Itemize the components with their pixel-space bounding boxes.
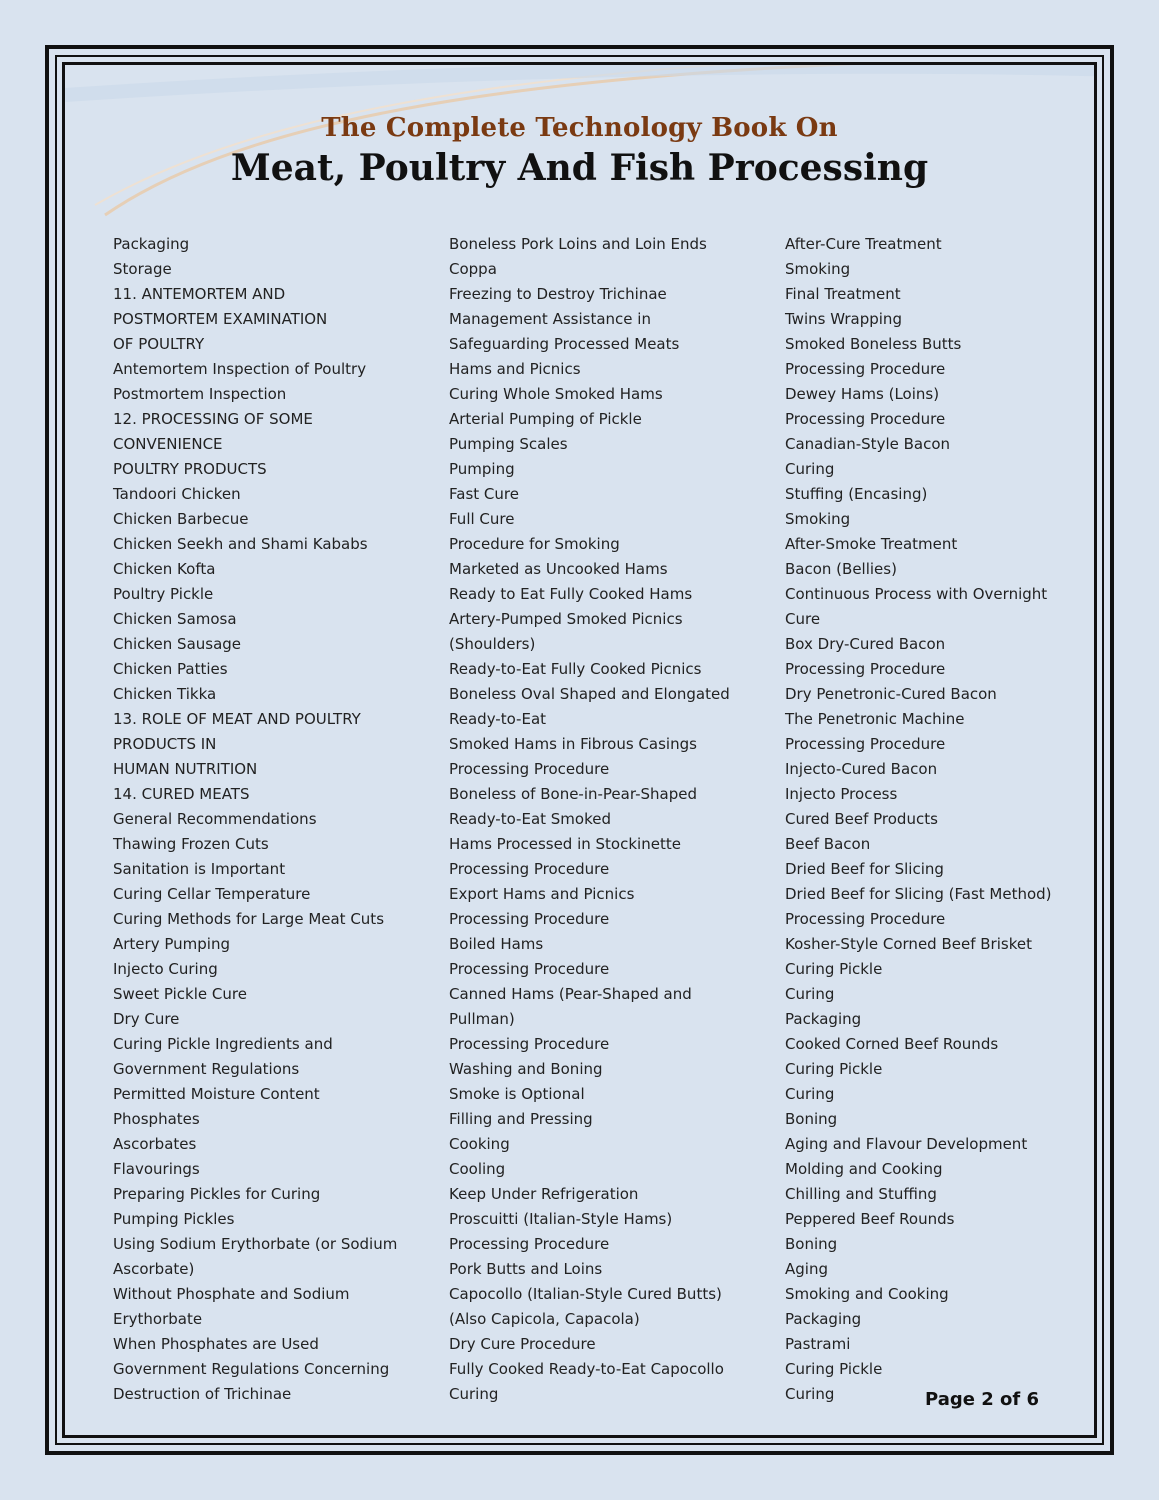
contents-entry: Fully Cooked Ready-to-Eat Capocollo (449, 1360, 724, 1378)
contents-entry: Cooking (449, 1135, 510, 1153)
contents-entry: Dewey Hams (Loins) (785, 385, 940, 403)
contents-entry: Processing Procedure (785, 735, 946, 753)
contents-entry: Packaging (785, 1310, 862, 1328)
contents-entry: Without Phosphate and Sodium (113, 1285, 350, 1303)
contents-entry: Smoke is Optional (449, 1085, 585, 1103)
contents-entry: 11. ANTEMORTEM AND (113, 285, 286, 303)
contents-entry: Marketed as Uncooked Hams (449, 560, 668, 578)
contents-entry: Government Regulations (113, 1060, 300, 1078)
contents-entry: Twins Wrapping (785, 310, 902, 328)
contents-entry: Capocollo (Italian-Style Cured Butts) (449, 1285, 722, 1303)
contents-entry: (Shoulders) (449, 635, 536, 653)
contents-entry: Curing Pickle (785, 960, 883, 978)
contents-entry: Aging (785, 1260, 828, 1278)
contents-entry: Government Regulations Concerning (113, 1360, 390, 1378)
contents-entry: Smoking (785, 510, 851, 528)
contents-entry: Chicken Barbecue (113, 510, 249, 528)
contents-entry: Pullman) (449, 1010, 515, 1028)
contents-entry: 12. PROCESSING OF SOME (113, 410, 313, 428)
contents-entry: 13. ROLE OF MEAT AND POULTRY (113, 710, 361, 728)
contents-entry: POSTMORTEM EXAMINATION (113, 310, 328, 328)
contents-entry: Dry Cure Procedure (449, 1335, 596, 1353)
contents-entry: Export Hams and Picnics (449, 885, 635, 903)
contents-entry: Smoking and Cooking (785, 1285, 949, 1303)
contents-entry: Smoked Boneless Butts (785, 335, 962, 353)
contents-entry: Injecto Curing (113, 960, 218, 978)
contents-entry: Curing (449, 1385, 499, 1403)
contents-entry: Pumping Scales (449, 435, 568, 453)
contents-entry: Boning (785, 1235, 838, 1253)
contents-entry: Processing Procedure (449, 860, 610, 878)
contents-entry: Erythorbate (113, 1310, 203, 1328)
contents-entry: PRODUCTS IN (113, 735, 217, 753)
contents-entry: Freezing to Destroy Trichinae (449, 285, 667, 303)
contents-entry: Curing (785, 460, 835, 478)
contents-entry: Kosher-Style Corned Beef Brisket (785, 935, 1032, 953)
contents-entry: Injecto Process (785, 785, 898, 803)
page-number: Page 2 of 6 (925, 1389, 1039, 1410)
contents-entry: Safeguarding Processed Meats (449, 335, 680, 353)
contents-entry: Dry Cure (113, 1010, 180, 1028)
header (65, 113, 1094, 189)
contents-entry: Beef Bacon (785, 835, 871, 853)
contents-entry: Processing Procedure (449, 1235, 610, 1253)
contents-entry: Destruction of Trichinae (113, 1385, 292, 1403)
contents-entry: Pastrami (785, 1335, 851, 1353)
contents-entry: Dried Beef for Slicing (Fast Method) (785, 885, 1052, 903)
contents-entry: Processing Procedure (449, 1035, 610, 1053)
contents-entry: Management Assistance in (449, 310, 651, 328)
contents-entry: Curing Pickle (785, 1060, 883, 1078)
contents-entry: Chicken Kofta (113, 560, 216, 578)
contents-entry: Fast Cure (449, 485, 519, 503)
contents-entry: (Also Capicola, Capacola) (449, 1310, 640, 1328)
contents-entry: HUMAN NUTRITION (113, 760, 258, 778)
contents-entry: Full Cure (449, 510, 515, 528)
contents-entry: Pork Butts and Loins (449, 1260, 603, 1278)
contents-entry: Boning (785, 1110, 838, 1128)
contents-entry: Processing Procedure (785, 410, 946, 428)
contents-entry: Processing Procedure (449, 960, 610, 978)
contents-entry: Phosphates (113, 1110, 200, 1128)
contents-entry: Dry Penetronic-Cured Bacon (785, 685, 997, 703)
contents-entry: Continuous Process with Overnight (785, 585, 1048, 603)
contents-entry: Chicken Tikka (113, 685, 217, 703)
contents-entry: POULTRY PRODUCTS (113, 460, 267, 478)
contents-entry: Hams Processed in Stockinette (449, 835, 681, 853)
contents-entry: Hams and Picnics (449, 360, 581, 378)
contents-entry: Procedure for Smoking (449, 535, 620, 553)
contents-entry: Chicken Seekh and Shami Kababs (113, 535, 368, 553)
contents-entry: Poultry Pickle (113, 585, 214, 603)
contents-entry: Chicken Sausage (113, 635, 242, 653)
contents-entry: Ready-to-Eat Fully Cooked Picnics (449, 660, 702, 678)
contents-entry: Curing Pickle Ingredients and (113, 1035, 333, 1053)
contents-entry: Smoking (785, 260, 851, 278)
contents-entry: Canned Hams (Pear-Shaped and (449, 985, 692, 1003)
contents-entry: Preparing Pickles for Curing (113, 1185, 321, 1203)
contents-entry: Injecto-Cured Bacon (785, 760, 938, 778)
contents-entry: The Penetronic Machine (785, 710, 965, 728)
contents-column-1 (113, 232, 443, 1407)
contents-entry: Cooked Corned Beef Rounds (785, 1035, 999, 1053)
contents-entry: Cured Beef Products (785, 810, 938, 828)
contents-entry: Boneless Pork Loins and Loin Ends (449, 235, 707, 253)
contents-entry: Smoked Hams in Fibrous Casings (449, 735, 697, 753)
contents-entry: 14. CURED MEATS (113, 785, 250, 803)
contents-entry: Molding and Cooking (785, 1160, 943, 1178)
frame-middle-border (55, 55, 1104, 1445)
contents-entry: Using Sodium Erythorbate (or Sodium (113, 1235, 398, 1253)
contents-entry: Filling and Pressing (449, 1110, 593, 1128)
contents-entry: OF POULTRY (113, 335, 205, 353)
contents-entry: Sweet Pickle Cure (113, 985, 247, 1003)
contents-entry: Chicken Patties (113, 660, 228, 678)
book-kicker: The Complete Technology Book On (321, 113, 838, 143)
contents-entry: After-Smoke Treatment (785, 535, 958, 553)
contents-entry: Ascorbate) (113, 1260, 195, 1278)
contents-entry: Arterial Pumping of Pickle (449, 410, 642, 428)
page-frame (45, 45, 1114, 1455)
contents-entry: Keep Under Refrigeration (449, 1185, 639, 1203)
contents-entry: Chicken Samosa (113, 610, 237, 628)
contents-entry: Artery Pumping (113, 935, 230, 953)
contents-entry: Boiled Hams (449, 935, 544, 953)
contents-entry: Cooling (449, 1160, 506, 1178)
contents-entry: Canadian-Style Bacon (785, 435, 951, 453)
contents-entry: Processing Procedure (785, 660, 946, 678)
contents-entry: Curing (785, 1385, 835, 1403)
contents-entry: Bacon (Bellies) (785, 560, 897, 578)
contents-entry: Cure (785, 610, 821, 628)
contents-entry: Coppa (449, 260, 497, 278)
contents-entry: Processing Procedure (449, 910, 610, 928)
contents-entry: Tandoori Chicken (113, 485, 241, 503)
contents-entry: Dried Beef for Slicing (785, 860, 944, 878)
contents-entry: Curing Whole Smoked Hams (449, 385, 663, 403)
contents-entry: Washing and Boning (449, 1060, 603, 1078)
contents-entry: Peppered Beef Rounds (785, 1210, 955, 1228)
contents-entry: Final Treatment (785, 285, 901, 303)
contents-entry: Box Dry-Cured Bacon (785, 635, 946, 653)
book-title: Meat, Poultry And Fish Processing (230, 147, 929, 189)
contents-entry: Curing Cellar Temperature (113, 885, 311, 903)
contents-entry: Proscuitti (Italian-Style Hams) (449, 1210, 673, 1228)
contents-entry: Aging and Flavour Development (785, 1135, 1028, 1153)
contents-column-2 (449, 232, 779, 1407)
contents-entry: After-Cure Treatment (785, 235, 942, 253)
contents-entry: Sanitation is Important (113, 860, 286, 878)
content-panel (62, 62, 1097, 1438)
contents-entry: Processing Procedure (449, 760, 610, 778)
contents-entry: Pumping Pickles (113, 1210, 235, 1228)
contents-entry: CONVENIENCE (113, 435, 223, 453)
contents-entry: Processing Procedure (785, 910, 946, 928)
contents-entry: When Phosphates are Used (113, 1335, 319, 1353)
contents-entry: Storage (113, 260, 172, 278)
contents-entry: Chilling and Stuffing (785, 1185, 937, 1203)
contents-entry: Boneless Oval Shaped and Elongated (449, 685, 730, 703)
contents-entry: Curing (785, 985, 835, 1003)
contents-entry: Flavourings (113, 1160, 200, 1178)
contents-entry: Pumping (449, 460, 515, 478)
contents-entry: Postmortem Inspection (113, 385, 287, 403)
contents-entry: Ready-to-Eat (449, 710, 547, 728)
contents-entry: Packaging (113, 235, 190, 253)
contents-entry: Antemortem Inspection of Poultry (113, 360, 367, 378)
contents-entry: Curing (785, 1085, 835, 1103)
contents-entry: Boneless of Bone-in-Pear-Shaped (449, 785, 697, 803)
contents-entry: Ascorbates (113, 1135, 197, 1153)
contents-entry: Processing Procedure (785, 360, 946, 378)
contents-entry: Ready to Eat Fully Cooked Hams (449, 585, 693, 603)
contents-entry: Stuffing (Encasing) (785, 485, 928, 503)
contents-entry: Thawing Frozen Cuts (113, 835, 269, 853)
contents-entry: Packaging (785, 1010, 862, 1028)
contents-entry: General Recommendations (113, 810, 317, 828)
contents-entry: Ready-to-Eat Smoked (449, 810, 611, 828)
contents-entry: Permitted Moisture Content (113, 1085, 320, 1103)
contents-column-3 (785, 232, 1097, 1407)
contents-entry: Curing Pickle (785, 1360, 883, 1378)
contents-entry: Curing Methods for Large Meat Cuts (113, 910, 385, 928)
contents-entry: Artery-Pumped Smoked Picnics (449, 610, 683, 628)
